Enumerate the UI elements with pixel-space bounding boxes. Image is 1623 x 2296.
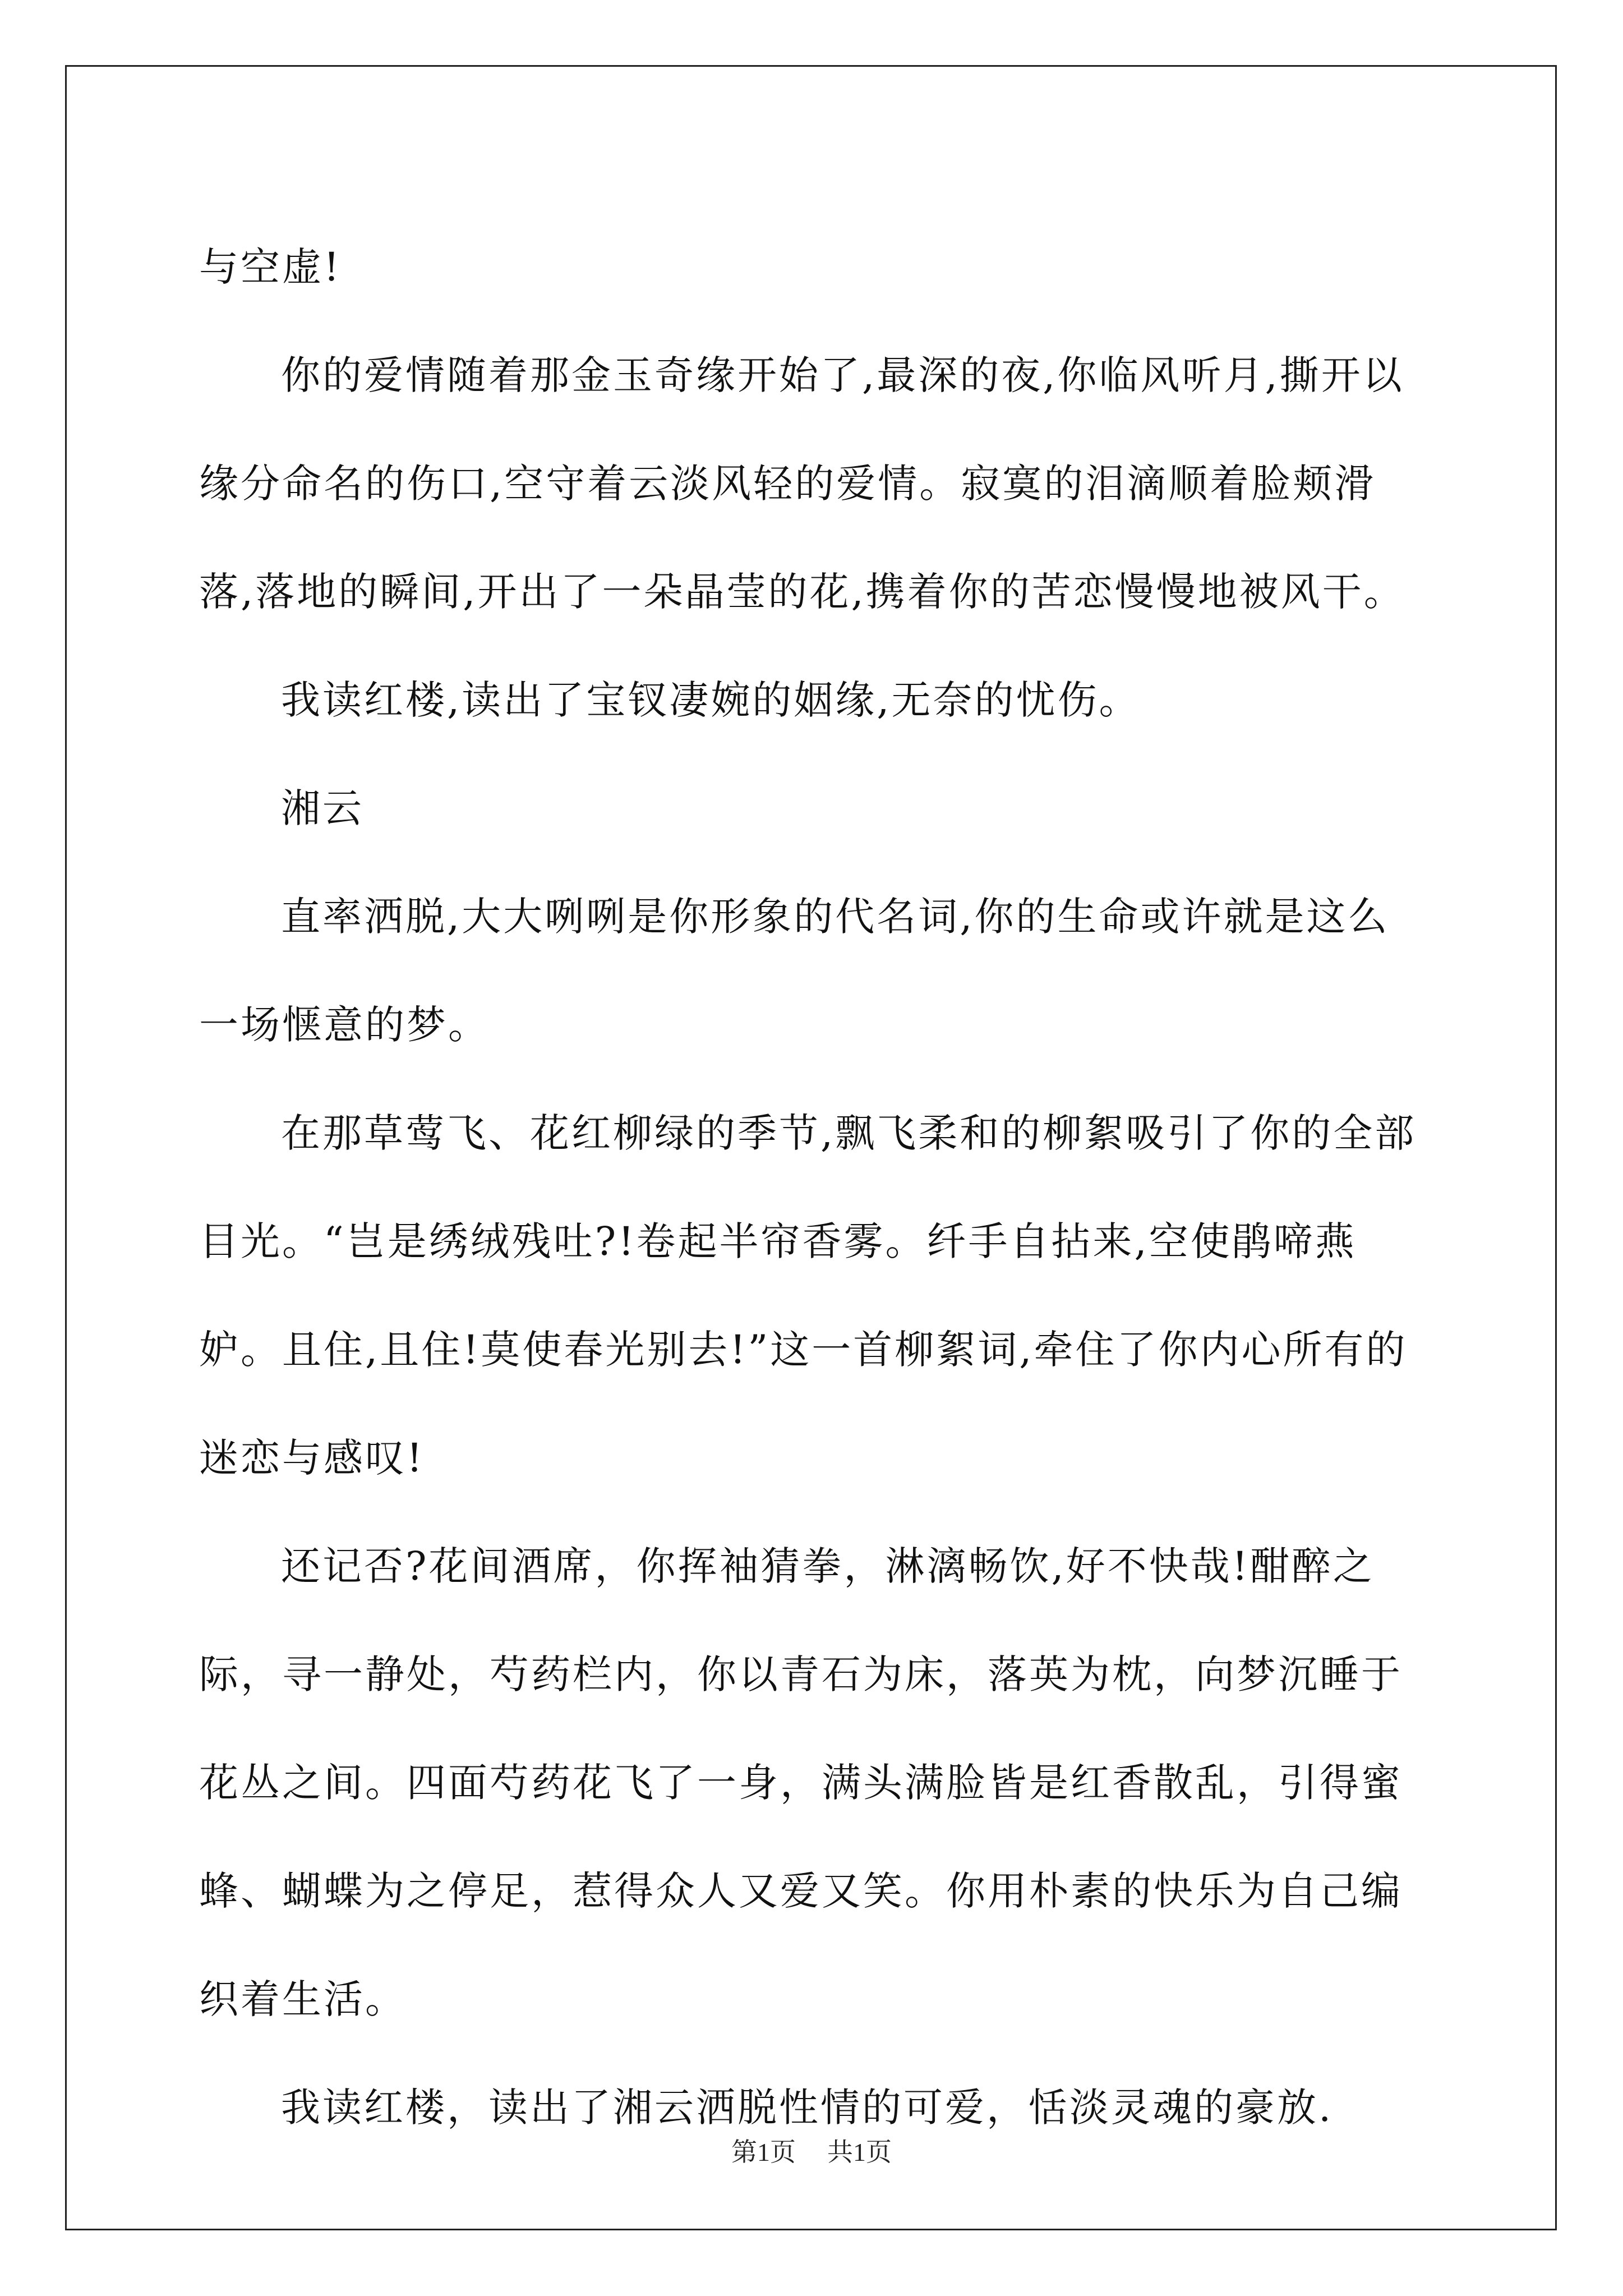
- paragraph-2: 你的爱情随着那金玉奇缘开始了,最深的夜,你临风听月,撕开以缘分命名的伤口,空守着云淡风轻的爱情。寂寞的泪滴顺着脸颊滑落,落地的瞬间,开出了一朵晶莹的花,携着你的苦恋慢慢地被风干。: [199, 352, 1405, 615]
- paragraph-5: 直率洒脱,大大咧咧是你形象的代名词,你的生命或许就是这么一场惬意的梦。: [199, 894, 1390, 1048]
- paragraph-8: 我读红楼，读出了湘云洒脱性情的可爱，恬淡灵魂的豪放.: [281, 2085, 1334, 2131]
- paragraph-3: 我读红楼,读出了宝钗凄婉的姻缘,无奈的忧伤。: [281, 677, 1141, 723]
- paragraph-6: 在那草莺飞、花红柳绿的季节,飘飞柔和的柳絮吸引了你的全部目光。“岂是绣绒残吐?!卷起半帘香雾。纤手自拈来,空使鹃啼燕妒。且住,且住!莫使春光别去!”这一首柳絮词,牵住了你内心所有的迷恋与感叹!: [199, 1110, 1417, 1481]
- page-number-total: 共1页: [827, 2138, 892, 2166]
- paragraph-1: 与空虚!: [199, 244, 342, 290]
- document-body: [199, 213, 1427, 2162]
- paragraph-7: 还记否?花间酒席，你挥袖猜拳，淋漓畅饮,好不快哉!酣醉之际，寻一静处，芍药栏内，你以青石为床，落英为枕，向梦沉睡于花丛之间。四面芍药花飞了一身，满头满脸皆是红香散乱，引得蜜蜂、蝴蝶为之停足，惹得众人又爱又笑。你用朴素的快乐为自己编织着生活。: [199, 1543, 1403, 2022]
- section-heading-xiangyun: 湘云: [281, 785, 364, 831]
- page-number-current: 第1页: [731, 2138, 796, 2166]
- page-footer: [0, 2132, 1623, 2169]
